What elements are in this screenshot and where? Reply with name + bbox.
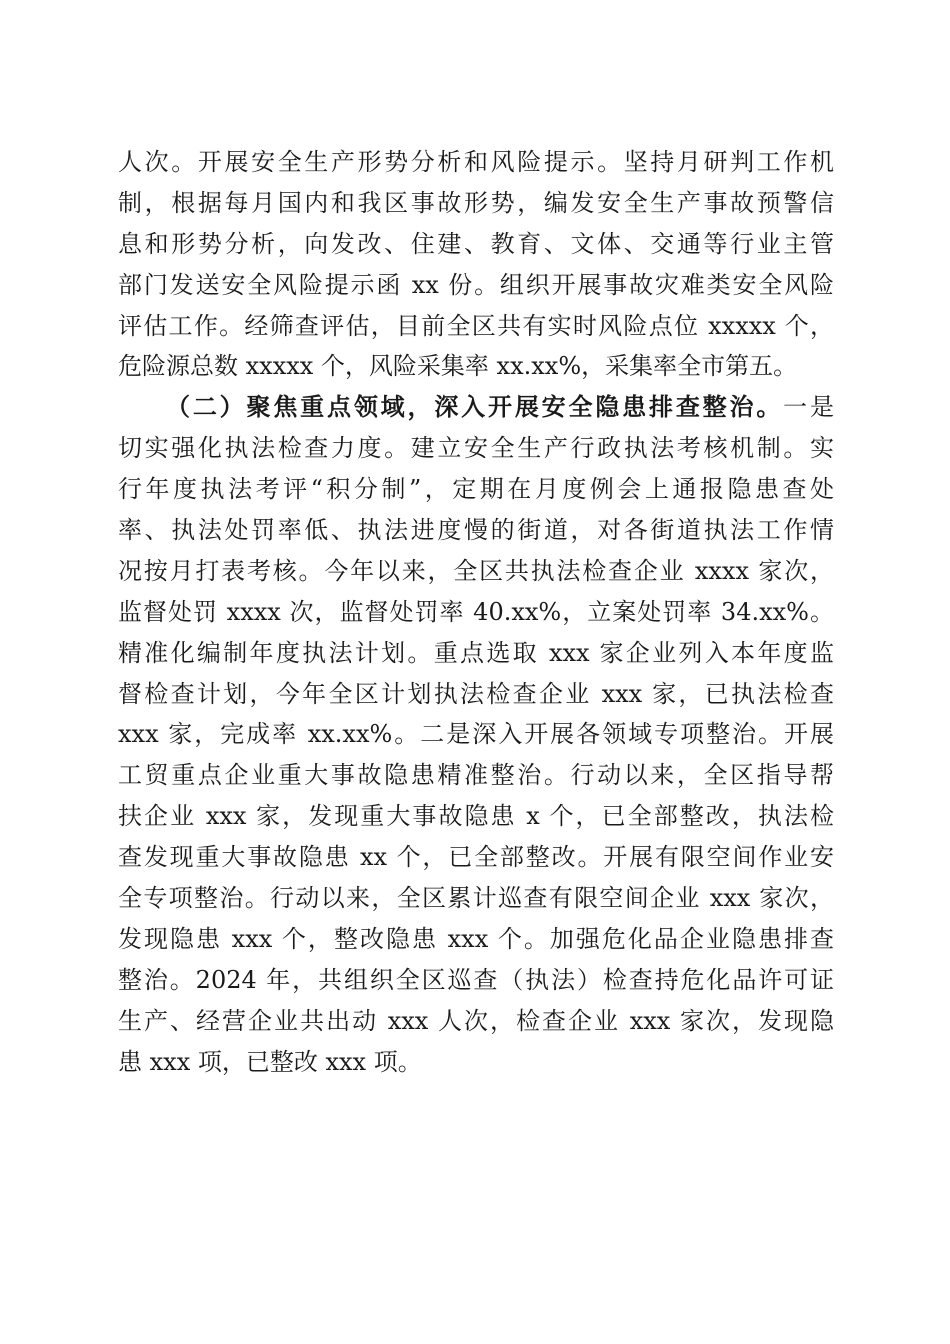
text-line: 整治。2024 年，共组织全区巡查（执法）检查持危化品许可证 bbox=[118, 965, 834, 994]
text-line: 制，根据每月国内和我区事故形势，编发安全生产事故预警信 bbox=[118, 188, 834, 217]
text-line: 危险源总数 xxxxx 个，风险采集率 xx.xx%，采集率全市第五。 bbox=[118, 352, 798, 381]
text-line: 患 xxx 项，已整改 xxx 项。 bbox=[118, 1047, 422, 1076]
heading-trailing-text: 一是 bbox=[783, 393, 835, 422]
text-line: 监督处罚 xxxx 次，监督处罚率 40.xx%，立案处罚率 34.xx%。 bbox=[118, 597, 834, 626]
text-line: 生产、经营企业共出动 xxx 人次，检查企业 xxx 家次，发现隐 bbox=[118, 1006, 834, 1035]
text-line: 全专项整治。行动以来，全区累计巡查有限空间企业 xxx 家次， bbox=[118, 884, 834, 913]
paragraph-hazard-rectification bbox=[118, 387, 834, 1082]
text-line: 督检查计划，今年全区计划执法检查企业 xxx 家，已执法检查 bbox=[118, 679, 834, 708]
text-line: 息和形势分析，向发改、住建、教育、文体、交通等行业主管 bbox=[118, 229, 834, 258]
text-line: 精准化编制年度执法计划。重点选取 xxx 家企业列入本年度监 bbox=[118, 638, 834, 667]
text-line: 发现隐患 xxx 个，整改隐患 xxx 个。加强危化品企业隐患排查 bbox=[118, 924, 834, 953]
text-line: 行年度执法考评“积分制”，定期在月度例会上通报隐患查处 bbox=[118, 475, 834, 504]
text-line: 人次。开展安全生产形势分析和风险提示。坚持月研判工作机 bbox=[118, 148, 834, 176]
text-line: 况按月打表考核。今年以来，全区共执法检查企业 xxxx 家次， bbox=[118, 556, 834, 585]
text-line: 切实强化执法检查力度。建立安全生产行政执法考核机制。实 bbox=[118, 434, 834, 463]
text-line: 工贸重点企业重大事故隐患精准整治。行动以来，全区指导帮 bbox=[118, 761, 834, 790]
section-heading: （二）聚焦重点领域，深入开展安全隐患排查整治。 bbox=[166, 393, 784, 422]
text-line: 评估工作。经筛查评估，目前全区共有实时风险点位 xxxxx 个， bbox=[118, 311, 834, 340]
text-line: 扶企业 xxx 家，发现重大事故隐患 x 个，已全部整改，执法检 bbox=[118, 802, 834, 831]
text-line: xxx 家，完成率 xx.xx%。二是深入开展各领域专项整治。开展 bbox=[118, 720, 834, 749]
text-line: 查发现重大事故隐患 xx 个，已全部整改。开展有限空间作业安 bbox=[118, 843, 834, 872]
document-page bbox=[118, 142, 834, 1082]
text-line bbox=[118, 387, 834, 428]
paragraph-risk-analysis bbox=[118, 142, 834, 387]
text-line: 部门发送安全风险提示函 xx 份。组织开展事故灾难类安全风险 bbox=[118, 270, 834, 299]
text-line: 率、执法处罚率低、执法进度慢的街道，对各街道执法工作情 bbox=[118, 516, 834, 545]
